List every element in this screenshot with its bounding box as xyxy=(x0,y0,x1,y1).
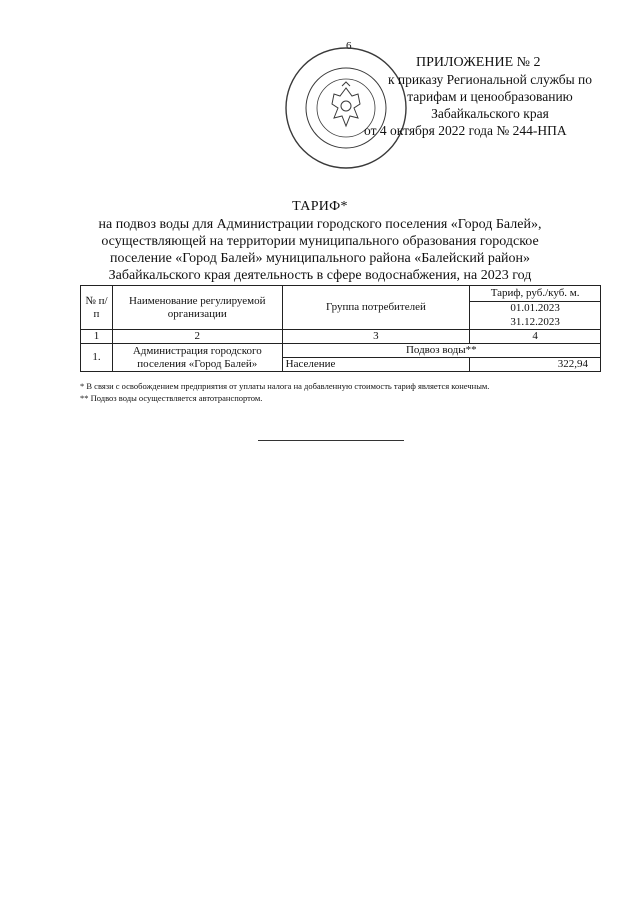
col-number-2: 2 xyxy=(112,330,282,344)
heading-line-4: Забайкальского края деятельность в сфере водоснабжения, на 2023 год xyxy=(108,268,532,283)
closing-divider xyxy=(258,440,404,441)
col-number-1: 1 xyxy=(81,330,113,344)
appendix-order-date: от 4 октября 2022 года № 244-НПА xyxy=(364,123,567,138)
coat-of-arms-eagle-icon xyxy=(332,82,360,126)
footnote-1: * В связи с освобождением предприятия от уплаты налога на добавленную стоимость тариф является конечным. xyxy=(80,381,490,391)
document-title: ТАРИФ* xyxy=(292,199,348,214)
row-consumer-group: Население xyxy=(282,358,470,372)
row-service: Подвоз воды** xyxy=(282,344,600,358)
table-row xyxy=(81,344,601,358)
column-numbers-row xyxy=(81,330,601,344)
header-date-from: 01.01.2023 xyxy=(470,302,601,316)
heading-line-3: поселение «Город Балей» муниципального района «Балейский район» xyxy=(109,251,531,266)
appendix-title: ПРИЛОЖЕНИЕ № 2 xyxy=(416,55,541,70)
header-date-to: 31.12.2023 xyxy=(470,316,601,330)
appendix-line-3: Забайкальского края xyxy=(431,106,549,121)
header-number: № п/п xyxy=(81,286,113,330)
heading-line-2: осуществляющей на территории муниципального образования городское xyxy=(101,234,539,249)
header-consumer-group: Группа потребителей xyxy=(282,286,470,330)
appendix-line-1: к приказу Региональной службы по xyxy=(387,72,593,87)
row-number: 1. xyxy=(81,344,113,372)
col-number-3: 3 xyxy=(282,330,470,344)
header-organization: Наименование регулируемой организации xyxy=(112,286,282,330)
heading-line-1: на подвоз воды для Администрации городского поселения «Город Балей», xyxy=(98,217,542,232)
header-tariff: Тариф, руб./куб. м. xyxy=(470,286,601,302)
appendix-header xyxy=(360,54,620,139)
tariff-table xyxy=(80,285,601,372)
document-heading xyxy=(60,198,580,284)
row-tariff-value: 322,94 xyxy=(470,358,601,372)
footnotes xyxy=(80,380,640,404)
col-number-4: 4 xyxy=(470,330,601,344)
footnote-2: ** Подвоз воды осуществляется автотранспортом. xyxy=(80,393,263,403)
page-number: 6 xyxy=(346,40,352,52)
appendix-line-2: тарифам и ценообразованию xyxy=(407,89,573,104)
row-organization: Администрация городского поселения «Город Балей» xyxy=(112,344,282,372)
